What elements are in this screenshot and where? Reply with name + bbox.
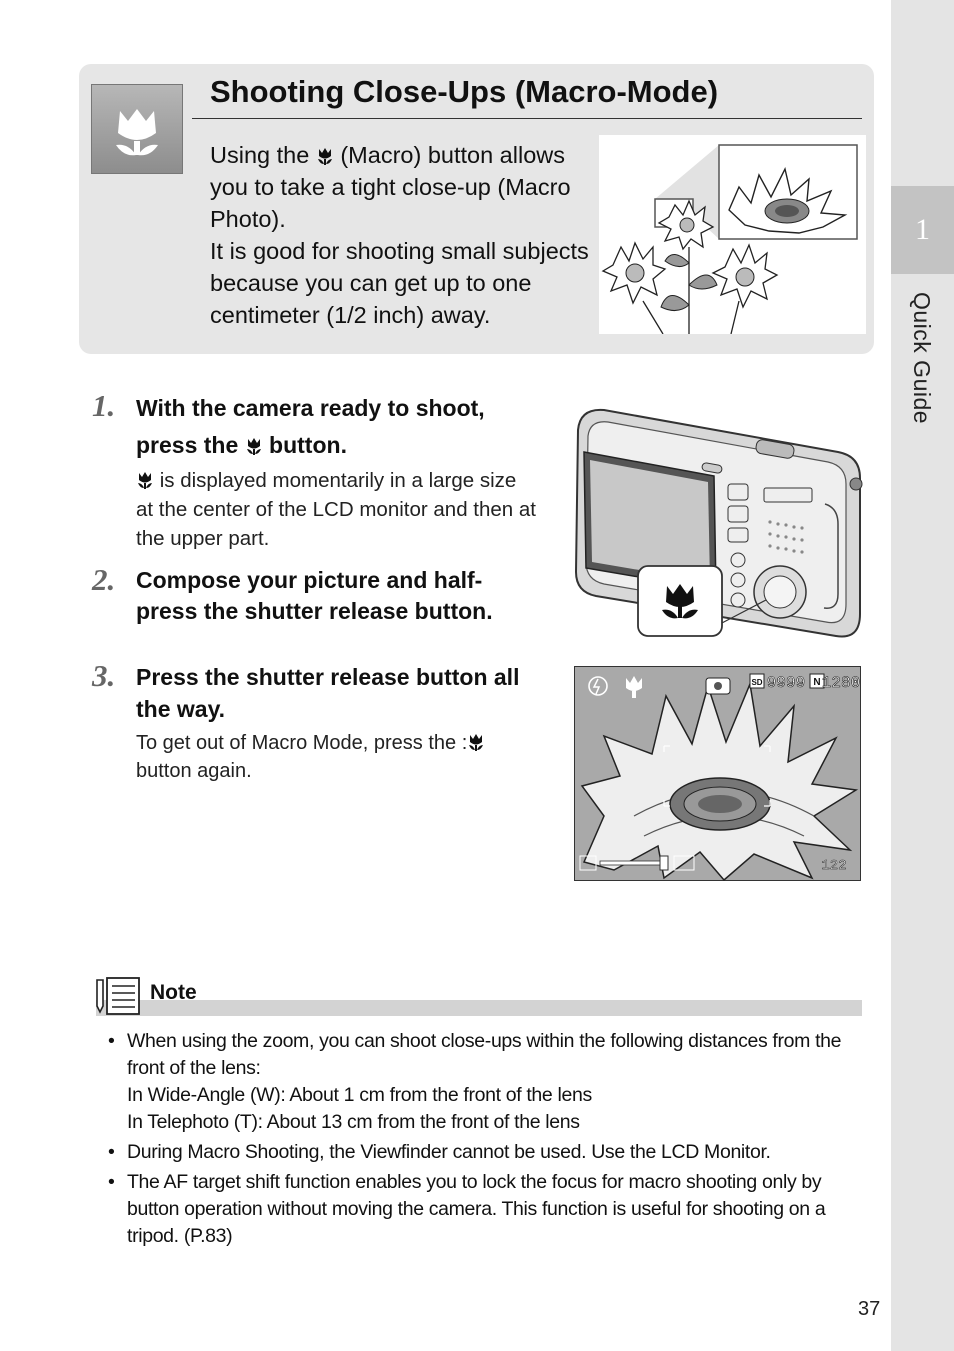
page-number: 37 <box>858 1298 881 1320</box>
step-title-part: press the <box>136 432 239 458</box>
macro-tulip-icon <box>136 471 154 489</box>
macro-tulip-icon <box>467 733 485 751</box>
step-title-part: button. <box>269 432 347 458</box>
macro-tulip-icon <box>316 147 334 165</box>
step-body-text: button again. <box>136 760 252 782</box>
macro-tulip-icon <box>92 85 182 173</box>
note-label: Note <box>150 981 197 1004</box>
title-rule <box>192 118 862 119</box>
flowers-illustration <box>599 135 866 334</box>
step-number: 1. <box>92 388 116 423</box>
step-body-text: To get out of Macro Mode, press the : <box>136 732 468 754</box>
note-subline: In Wide-Angle (W): About 1 cm from the front of the lens <box>127 1084 592 1106</box>
intro-text-part-2: (Macro) button allows you to take a tight close-up (Macro Photo). <box>210 142 571 232</box>
note-bar <box>96 1000 862 1016</box>
lcd-quality-label: N <box>813 677 821 688</box>
step-number: 2. <box>92 562 116 597</box>
macro-icon-box <box>91 84 183 174</box>
lcd-zoom-value: 122 <box>821 858 847 874</box>
note-icon <box>95 976 141 1016</box>
intro-text-part-3: It is good for shooting small subjects because you can get up to one centimeter (1/2 inch) away. <box>210 238 589 328</box>
note-item <box>108 1028 868 1136</box>
note-item <box>108 1139 868 1166</box>
note-text: The AF target shift function enables you to lock the focus for macro shooting only by button operation without moving the camera. This function is useful for shooting on a tripod. (P.83) <box>127 1171 826 1247</box>
camera-illustration <box>570 404 865 640</box>
intro-text <box>210 139 602 331</box>
lcd-remaining: 9999 <box>766 674 806 692</box>
step-title <box>136 390 485 464</box>
note-item <box>108 1169 868 1250</box>
step-title-part: With the camera ready to shoot, <box>136 395 485 421</box>
note-text: During Macro Shooting, the Viewfinder cannot be used. Use the LCD Monitor. <box>127 1141 771 1163</box>
note-subline: In Telephoto (T): About 13 cm from the front of the lens <box>127 1111 580 1133</box>
chapter-label: Quick Guide <box>909 292 935 425</box>
step-body-text: is displayed momentarily in a large size at the center of the LCD monitor and then at the upper part. <box>136 469 536 550</box>
step-body <box>136 729 536 785</box>
page-title: Shooting Close-Ups (Macro-Mode) <box>210 74 719 109</box>
step-title: Compose your picture and half-press the shutter release button. <box>136 567 493 624</box>
lcd-image-size: 1280 <box>821 674 861 692</box>
chapter-number: 1 <box>891 186 954 274</box>
macro-tulip-icon <box>245 437 263 455</box>
step-number: 3. <box>92 658 116 693</box>
intro-text-part-1: Using the <box>210 142 310 168</box>
lcd-card-label: SD <box>751 678 763 687</box>
step-body <box>136 466 536 553</box>
step-title: Press the shutter release button all the way. <box>136 664 520 722</box>
note-text: When using the zoom, you can shoot close-ups within the following distances from the front of the lens: <box>127 1030 842 1079</box>
lcd-screen-illustration <box>574 666 861 881</box>
note-list <box>108 1028 868 1253</box>
